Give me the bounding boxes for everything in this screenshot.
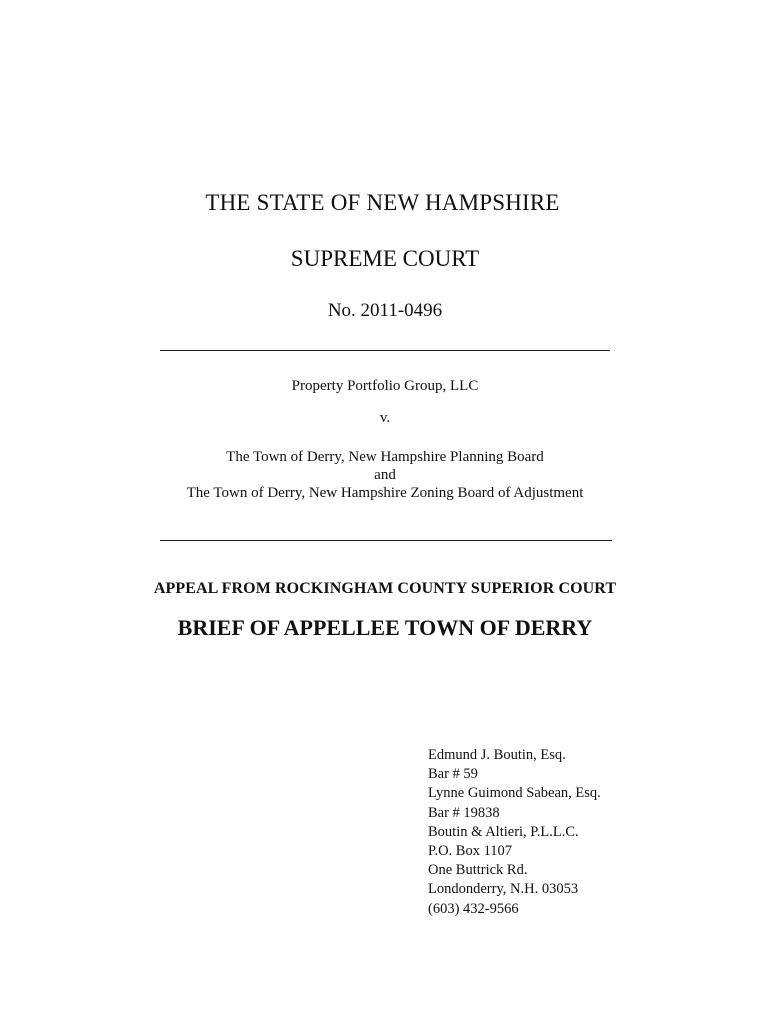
brief-title: BRIEF OF APPELLEE TOWN OF DERRY <box>177 615 593 640</box>
counsel-line: Lynne Guimond Sabean, Esq. <box>428 785 601 802</box>
counsel-line: Boutin & Altieri, P.L.L.C. <box>428 823 579 840</box>
plaintiff-name: Property Portfolio Group, LLC <box>291 378 479 394</box>
defendant-planning-board: The Town of Derry, New Hampshire Planning Board <box>226 449 544 465</box>
versus-label: v. <box>379 410 391 426</box>
counsel-line: Bar # 19838 <box>428 804 500 821</box>
conjunction-label: and <box>374 467 396 483</box>
counsel-line: Londonderry, N.H. 03053 <box>428 881 579 898</box>
counsel-block <box>428 746 601 919</box>
counsel-line: Edmund J. Boutin, Esq. <box>428 747 566 763</box>
counsel-line: P.O. Box 1107 <box>428 843 513 860</box>
caption-divider-bottom <box>160 540 612 541</box>
counsel-line: Bar # 59 <box>428 766 478 783</box>
counsel-line: (603) 432-9566 <box>428 900 519 917</box>
caption-divider-top <box>160 350 610 351</box>
court-heading: SUPREME COURT <box>290 246 480 271</box>
jurisdiction-heading: THE STATE OF NEW HAMPSHIRE <box>205 190 560 215</box>
counsel-line: One Buttrick Rd. <box>428 862 528 879</box>
appeal-heading: APPEAL FROM ROCKINGHAM COUNTY SUPERIOR COURT <box>153 580 617 597</box>
docket-number: No. 2011-0496 <box>327 300 443 321</box>
defendant-zoning-board: The Town of Derry, New Hampshire Zoning Board of Adjustment <box>186 485 584 501</box>
